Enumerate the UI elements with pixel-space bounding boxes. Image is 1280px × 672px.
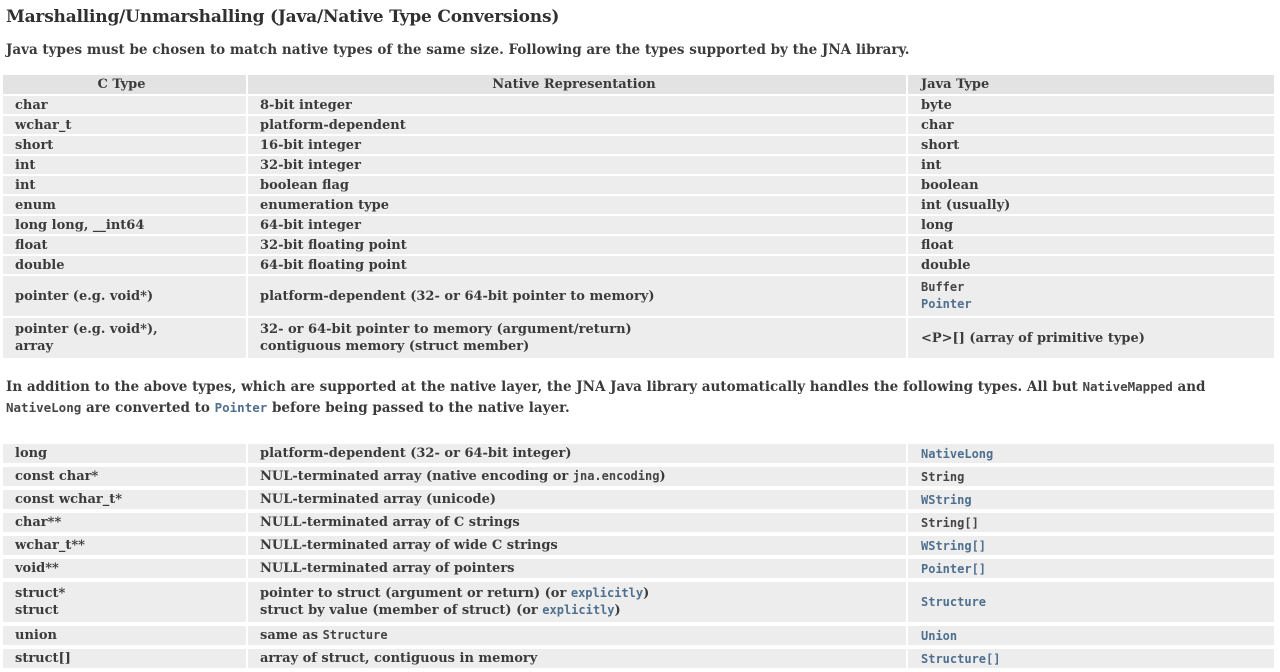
explicitly-link[interactable]: explicitly [570, 586, 644, 600]
extended-types-table [3, 440, 1276, 672]
text-segment: ) [614, 603, 621, 618]
wstring-type-link[interactable]: WString [908, 490, 1276, 509]
native-representation-cell: 16-bit integer [248, 136, 908, 154]
page-title: Marshalling/Unmarshalling (Java/Native Type Conversions) [6, 7, 560, 27]
table-row [3, 116, 1276, 134]
c-type-cell: union [3, 626, 248, 645]
text-segment: 32- or 64-bit pointer to memory (argument/return) [260, 322, 632, 337]
column-header-native-representation: Native Representation [248, 75, 908, 94]
c-type-cell: wchar_t** [3, 536, 248, 555]
text-segment: pointer (e.g. void*), [15, 322, 158, 337]
table-row [3, 626, 1276, 645]
text-segment: ) [659, 469, 666, 484]
table-row [3, 96, 1276, 114]
explicitly-link[interactable]: explicitly [542, 603, 615, 617]
c-type-cell: int [3, 156, 248, 174]
text-segment: In addition to the above types, which are supported at the native layer, the JNA Java library automatically handles the following types. All but [6, 379, 1083, 395]
text-segment: NUL-terminated array (native encoding or [260, 469, 573, 484]
c-type-cell: char [3, 96, 248, 114]
c-type-cell: long long, __int64 [3, 216, 248, 234]
structure-type-link[interactable]: Structure [908, 582, 1276, 622]
native-representation-cell: platform-dependent [248, 116, 908, 134]
c-type-cell: char** [3, 513, 248, 532]
native-representation-cell: platform-dependent (32- or 64-bit integer) [248, 444, 908, 463]
column-header-java-type: Java Type [908, 75, 1276, 94]
native-representation-cell: enumeration type [248, 196, 908, 214]
c-type-cell: enum [3, 196, 248, 214]
c-type-cell: const char* [3, 467, 248, 486]
native-representation-cell [248, 318, 908, 358]
pointer-array-type-link[interactable]: Pointer[] [908, 559, 1276, 578]
c-type-cell: pointer (e.g. void*) [3, 276, 248, 316]
native-representation-cell: 8-bit integer [248, 96, 908, 114]
java-type-cell: long [908, 216, 1276, 234]
table-row [3, 536, 1276, 555]
c-type-cell: double [3, 256, 248, 274]
c-type-cell: const wchar_t* [3, 490, 248, 509]
native-representation-cell: 64-bit integer [248, 216, 908, 234]
java-type-cell: char [908, 116, 1276, 134]
table-row [3, 276, 1276, 316]
text-segment: before being passed to the native layer. [267, 399, 570, 416]
table-row [3, 216, 1276, 234]
pointer-type-link[interactable]: Pointer [921, 297, 972, 311]
table-row [3, 513, 1276, 532]
structure-array-type-link[interactable]: Structure[] [908, 649, 1276, 668]
pointer-type-link[interactable]: Pointer [214, 399, 268, 415]
native-representation-cell: 32-bit integer [248, 156, 908, 174]
text-segment: and [1172, 379, 1206, 395]
java-type-cell: String[] [908, 513, 1276, 532]
inline-code: NativeMapped [1082, 379, 1173, 394]
c-type-cell: float [3, 236, 248, 254]
union-type-link[interactable]: Union [908, 626, 1276, 645]
c-type-cell: long [3, 444, 248, 463]
native-representation-cell [248, 626, 908, 645]
native-representation-cell: 64-bit floating point [248, 256, 908, 274]
native-representation-cell: boolean flag [248, 176, 908, 194]
c-type-cell [3, 318, 248, 358]
java-type-cell: float [908, 236, 1276, 254]
java-type-cell: double [908, 256, 1276, 274]
table-row [3, 444, 1276, 463]
wstring-array-type-link[interactable]: WString[] [908, 536, 1276, 555]
inline-code: Structure [322, 628, 388, 642]
table-row [3, 176, 1276, 194]
table-row [3, 467, 1276, 486]
inline-code: NativeLong [6, 399, 82, 415]
table-row [3, 156, 1276, 174]
text-segment: struct by value (member of struct) (or [260, 603, 543, 618]
inline-code: Buffer [921, 280, 965, 294]
native-representation-cell [248, 582, 908, 622]
c-type-cell: void** [3, 559, 248, 578]
native-representation-cell: platform-dependent (32- or 64-bit pointer to memory) [248, 276, 908, 316]
text-segment: contiguous memory (struct member) [260, 339, 530, 354]
nativelong-type-link[interactable]: NativeLong [908, 444, 1276, 463]
native-representation-cell: NUL-terminated array (unicode) [248, 490, 908, 509]
text-segment: are converted to [81, 399, 215, 416]
text-segment: same as [260, 628, 323, 643]
table-row [3, 582, 1276, 622]
native-representation-cell [248, 467, 908, 486]
java-type-cell: <P>[] (array of primitive type) [908, 318, 1276, 358]
table-header-row [3, 75, 1276, 94]
table-row [3, 236, 1276, 254]
java-type-cell: int [908, 156, 1276, 174]
table-row [3, 196, 1276, 214]
table-row [3, 318, 1276, 358]
java-type-cell: boolean [908, 176, 1276, 194]
text-segment: pointer to struct (argument or return) (or [260, 586, 571, 601]
table-row [3, 490, 1276, 509]
column-header-c-type: C Type [3, 75, 248, 94]
table-row [3, 649, 1276, 668]
text-segment: ) [643, 586, 650, 601]
java-type-cell: int (usually) [908, 196, 1276, 214]
table-row [3, 256, 1276, 274]
native-representation-cell: NULL-terminated array of pointers [248, 559, 908, 578]
native-representation-cell: NULL-terminated array of C strings [248, 513, 908, 532]
text-segment: struct* [15, 586, 66, 601]
native-representation-cell: 32-bit floating point [248, 236, 908, 254]
java-type-cell [908, 276, 1276, 316]
table-row [3, 559, 1276, 578]
inline-code: jna.encoding [572, 469, 660, 483]
text-segment: array [15, 339, 54, 354]
text-segment: struct [15, 603, 59, 618]
c-type-cell: short [3, 136, 248, 154]
java-type-cell: byte [908, 96, 1276, 114]
note-paragraph [6, 377, 1274, 418]
c-type-cell: struct[] [3, 649, 248, 668]
intro-text: Java types must be chosen to match native types of the same size. Following are the types supported by the JNA library. [6, 42, 910, 58]
c-type-cell: int [3, 176, 248, 194]
primitive-types-table [3, 73, 1276, 360]
c-type-cell [3, 582, 248, 622]
java-type-cell: short [908, 136, 1276, 154]
c-type-cell: wchar_t [3, 116, 248, 134]
table-row [3, 136, 1276, 154]
native-representation-cell: NULL-terminated array of wide C strings [248, 536, 908, 555]
java-type-cell: String [908, 467, 1276, 486]
native-representation-cell: array of struct, contiguous in memory [248, 649, 908, 668]
